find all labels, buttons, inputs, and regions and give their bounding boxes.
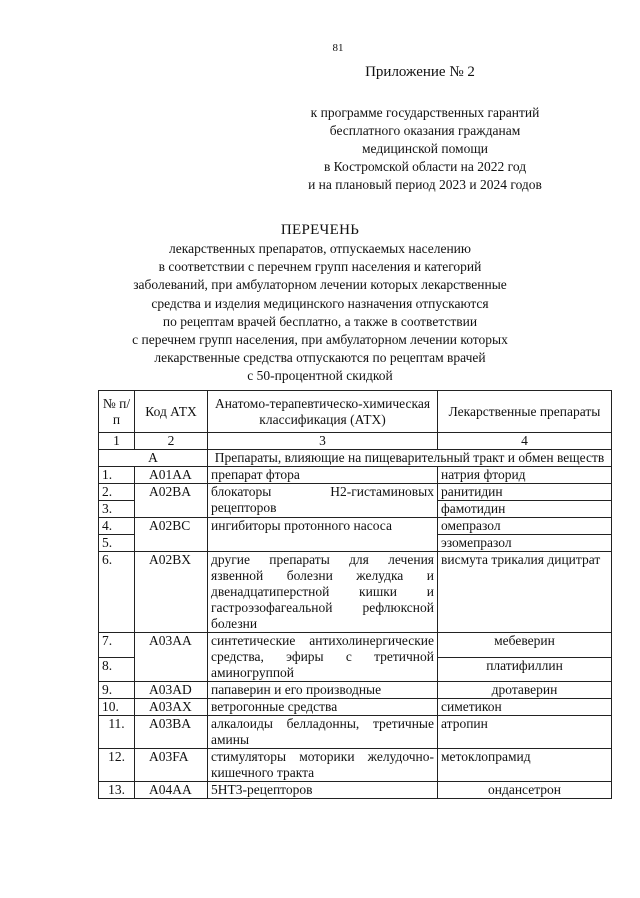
table-row: [99, 699, 612, 716]
row-num: 4.: [99, 518, 135, 535]
appendix-line: медицинской помощи: [362, 141, 488, 156]
table-row: [99, 633, 612, 658]
list-desc-line: в соответствии с перечнем групп населения и категорий: [158, 259, 482, 275]
appendix-line: к программе государственных гарантий: [310, 105, 540, 120]
list-desc-line: по рецептам врачей бесплатно, а также в соответствии: [162, 313, 478, 329]
page-number: 81: [332, 42, 344, 54]
table-row: [99, 552, 612, 633]
row-drug: атропин: [438, 716, 612, 749]
appendix-subtitle: [280, 104, 570, 194]
header-code: Код АТХ: [135, 391, 208, 433]
table-row: [99, 716, 612, 749]
col-number: 4: [438, 433, 612, 450]
appendix-title: Приложение № 2: [365, 64, 475, 80]
list-desc-line: заболеваний, при амбулаторном лечении которых лекарственные: [133, 277, 507, 293]
table-row: [99, 484, 612, 501]
table-header-row: [99, 391, 612, 433]
table-row: [99, 518, 612, 535]
row-drug: фамотидин: [438, 501, 612, 518]
row-num: 9.: [99, 682, 135, 699]
row-desc: блокаторы Н2-гистаминовых рецепторов: [208, 484, 438, 518]
row-desc: другие препараты для лечения язвенной болезни желудка и двенадцатиперстной кишки и гастроэзофагеальной рефлюксной болезни: [208, 552, 438, 633]
row-drug: платифиллин: [438, 657, 612, 682]
appendix-line: и на плановый период 2023 и 2024 годов: [308, 177, 542, 192]
row-desc: алкалоиды белладонны, третичные амины: [208, 716, 438, 749]
table-row: [99, 749, 612, 782]
row-drug: ондансетрон: [438, 782, 612, 799]
row-code: A01AA: [135, 467, 208, 484]
drug-list-table: [98, 390, 612, 799]
row-num: 13.: [99, 782, 135, 799]
row-desc: препарат фтора: [208, 467, 438, 484]
col-number: 2: [135, 433, 208, 450]
header-drugs: Лекарственные препараты: [438, 391, 612, 433]
table-row: [99, 682, 612, 699]
row-desc: стимуляторы моторики желудочно-кишечного тракта: [208, 749, 438, 782]
row-desc: ветрогонные средства: [208, 699, 438, 716]
row-num: 11.: [99, 716, 135, 749]
row-code: A03BA: [135, 716, 208, 749]
row-drug: натрия фторид: [438, 467, 612, 484]
list-desc-line: средства и изделия медицинского назначения отпускаются: [151, 295, 489, 311]
list-title: ПЕРЕЧЕНЬ: [280, 222, 360, 238]
row-num: 10.: [99, 699, 135, 716]
section-code: А: [99, 450, 208, 467]
row-num: 5.: [99, 535, 135, 552]
row-desc: папаверин и его производные: [208, 682, 438, 699]
appendix-line: бесплатного оказания гражданам: [329, 123, 521, 138]
row-drug: метоклопрамид: [438, 749, 612, 782]
row-num: 1.: [99, 467, 135, 484]
row-code: A03AX: [135, 699, 208, 716]
list-desc-line: с перечнем групп населения, при амбулаторном лечении которых: [132, 332, 508, 348]
row-num: 12.: [99, 749, 135, 782]
row-num: 8.: [99, 657, 135, 682]
row-desc: ингибиторы протонного насоса: [208, 518, 438, 552]
header-class: Анатомо-терапевтическо-химическая классификация (АТХ): [208, 391, 438, 433]
list-description: [90, 240, 550, 386]
row-drug: эзомепразол: [438, 535, 612, 552]
header-num: № п/п: [99, 391, 135, 433]
row-drug: симетикон: [438, 699, 612, 716]
row-drug: ранитидин: [438, 484, 612, 501]
row-num: 2.: [99, 484, 135, 501]
row-drug: омепразол: [438, 518, 612, 535]
row-desc: 5НТ3-рецепторов: [208, 782, 438, 799]
row-code: A02BX: [135, 552, 208, 633]
table-row: [99, 782, 612, 799]
row-code: A02BC: [135, 518, 208, 552]
column-number-row: [99, 433, 612, 450]
row-code: A03AA: [135, 633, 208, 682]
list-desc-line: лекарственных препаратов, отпускаемых населению: [169, 241, 471, 256]
row-num: 7.: [99, 633, 135, 658]
section-title: Препараты, влияющие на пищеварительный тракт и обмен веществ: [208, 450, 612, 467]
list-desc-line: лекарственные средства отпускаются по рецептам врачей: [154, 350, 486, 366]
row-drug: дротаверин: [438, 682, 612, 699]
table-row: [99, 467, 612, 484]
row-drug: висмута трикалия дицитрат: [438, 552, 612, 633]
row-code: A04AA: [135, 782, 208, 799]
row-desc: синтетические антихолинергические средства, эфиры с третичной аминогруппой: [208, 633, 438, 682]
row-code: A03FA: [135, 749, 208, 782]
appendix-line: в Костромской области на 2022 год: [323, 159, 527, 174]
row-code: A02BA: [135, 484, 208, 518]
row-num: 3.: [99, 501, 135, 518]
col-number: 1: [99, 433, 135, 450]
row-code: A03AD: [135, 682, 208, 699]
col-number: 3: [208, 433, 438, 450]
list-desc-line: с 50-процентной скидкой: [247, 368, 393, 384]
row-drug: мебеверин: [438, 633, 612, 658]
section-row: [99, 450, 612, 467]
row-num: 6.: [99, 552, 135, 633]
